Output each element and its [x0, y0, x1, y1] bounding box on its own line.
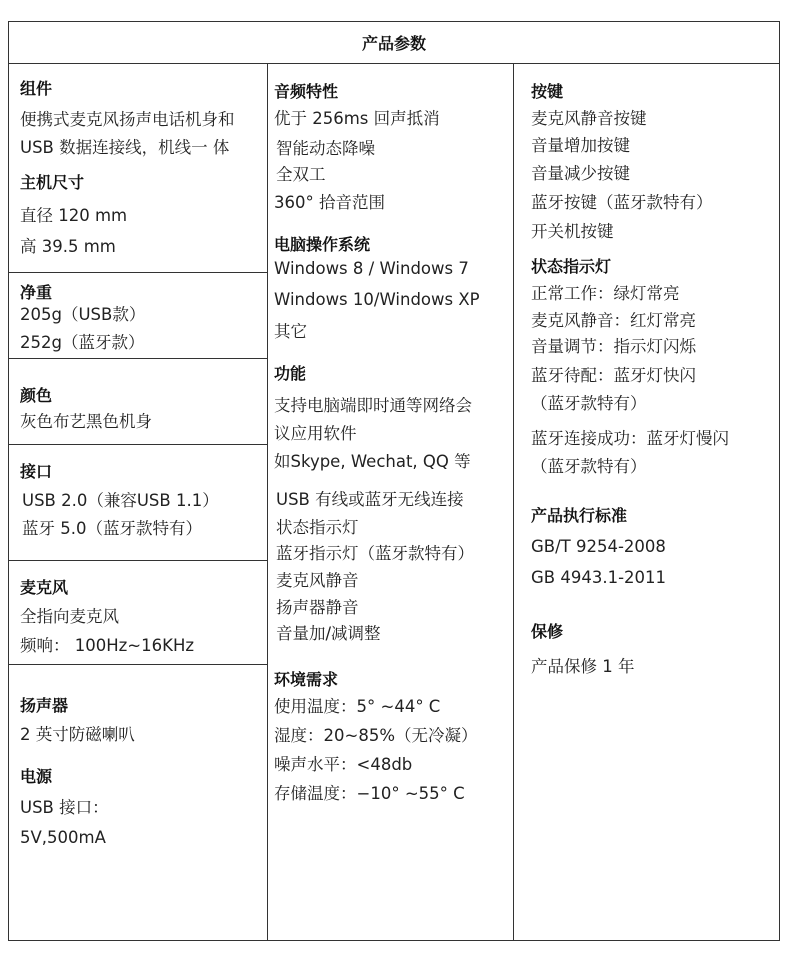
- audio-feature: 360° 拾音范围: [274, 193, 385, 212]
- weight-bluetooth: 252g（蓝牙款）: [20, 333, 145, 352]
- color-heading: 颜色: [20, 386, 53, 405]
- row-divider: [9, 444, 267, 445]
- power-line: USB 接口：: [20, 798, 109, 817]
- function-item: 麦克风静音: [276, 571, 359, 590]
- os-item: Windows 10/Windows XP: [274, 290, 480, 309]
- components-line: 便携式麦克风扬声电话机身和: [20, 110, 235, 129]
- row-divider: [9, 272, 267, 273]
- led-item: 正常工作：绿灯常亮: [531, 284, 680, 303]
- table-title: 产品参数: [361, 34, 426, 53]
- keys-heading: 按键: [531, 82, 564, 101]
- function-item: 状态指示灯: [276, 518, 359, 537]
- environment-item: 存储温度：−10° ~55° C: [274, 784, 465, 803]
- power-line: 5V,500mA: [20, 828, 106, 847]
- function-item: 音量加/减调整: [276, 624, 381, 643]
- power-heading: 电源: [20, 767, 53, 786]
- size-height: 高 39.5 mm: [20, 237, 116, 256]
- size-heading: 主机尺寸: [20, 173, 85, 192]
- key-item: 音量增加按键: [531, 136, 630, 155]
- interface-bluetooth: 蓝牙 5.0（蓝牙款特有）: [22, 519, 202, 538]
- column-divider-1: [267, 63, 268, 940]
- standard-heading: 产品执行标准: [531, 506, 628, 525]
- environment-item: 湿度：20~85%（无冷凝）: [274, 726, 478, 745]
- function-heading: 功能: [274, 364, 307, 383]
- environment-item: 使用温度：5° ~44° C: [274, 697, 441, 716]
- os-heading: 电脑操作系统: [274, 235, 371, 254]
- interface-heading: 接口: [20, 462, 53, 481]
- spec-table: [8, 21, 780, 941]
- audio-feature: 优于 256ms 回声抵消: [274, 109, 440, 128]
- os-item: 其它: [274, 322, 307, 341]
- key-item: 开关机按键: [531, 222, 614, 241]
- environment-heading: 环境需求: [274, 670, 339, 689]
- key-item: 蓝牙按键（蓝牙款特有）: [531, 193, 713, 212]
- mic-type: 全指向麦克风: [20, 607, 119, 626]
- mic-heading: 麦克风: [20, 578, 69, 597]
- function-item: 扬声器静音: [276, 598, 359, 617]
- color-value: 灰色布艺黑色机身: [20, 412, 152, 431]
- standard-item: GB 4943.1-2011: [531, 568, 667, 587]
- led-item: 蓝牙连接成功：蓝牙灯慢闪: [531, 429, 729, 448]
- function-item: 支持电脑端即时通等网络会: [274, 396, 472, 415]
- standard-item: GB/T 9254-2008: [531, 537, 666, 556]
- led-item: （蓝牙款特有）: [531, 457, 647, 476]
- led-heading: 状态指示灯: [531, 257, 612, 276]
- function-item: 议应用软件: [274, 424, 357, 443]
- warranty-heading: 保修: [531, 622, 564, 641]
- speaker-value: 2 英寸防磁喇叭: [20, 725, 135, 744]
- weight-usb: 205g（USB款）: [20, 305, 146, 324]
- interface-usb: USB 2.0（兼容USB 1.1）: [22, 491, 219, 510]
- column-divider-2: [513, 63, 514, 940]
- key-item: 音量减少按键: [531, 164, 630, 183]
- components-line: USB 数据连接线，机线一 体: [20, 138, 230, 157]
- function-item: USB 有线或蓝牙无线连接: [276, 490, 464, 509]
- led-item: 麦克风静音：红灯常亮: [531, 311, 696, 330]
- row-divider: [9, 560, 267, 561]
- led-item: （蓝牙款特有）: [531, 394, 647, 413]
- key-item: 麦克风静音按键: [531, 109, 647, 128]
- function-item: 如Skype, Wechat, QQ 等: [274, 452, 471, 471]
- row-divider: [9, 664, 267, 665]
- speaker-heading: 扬声器: [20, 696, 69, 715]
- size-diameter: 直径 120 mm: [20, 206, 128, 225]
- mic-frequency: 频响： 100Hz~16KHz: [20, 636, 195, 655]
- audio-heading: 音频特性: [274, 82, 339, 101]
- function-item: 蓝牙指示灯（蓝牙款特有）: [276, 544, 474, 563]
- led-item: 音量调节：指示灯闪烁: [531, 337, 696, 356]
- audio-feature: 智能动态降噪: [276, 139, 375, 158]
- led-item: 蓝牙待配：蓝牙灯快闪: [531, 366, 696, 385]
- title-divider: [9, 63, 779, 64]
- os-item: Windows 8 / Windows 7: [274, 259, 469, 278]
- weight-heading: 净重: [20, 283, 53, 302]
- row-divider: [9, 358, 267, 359]
- components-heading: 组件: [20, 79, 53, 98]
- warranty-value: 产品保修 1 年: [531, 657, 635, 676]
- environment-item: 噪声水平：<48db: [274, 755, 413, 774]
- audio-feature: 全双工: [276, 165, 326, 184]
